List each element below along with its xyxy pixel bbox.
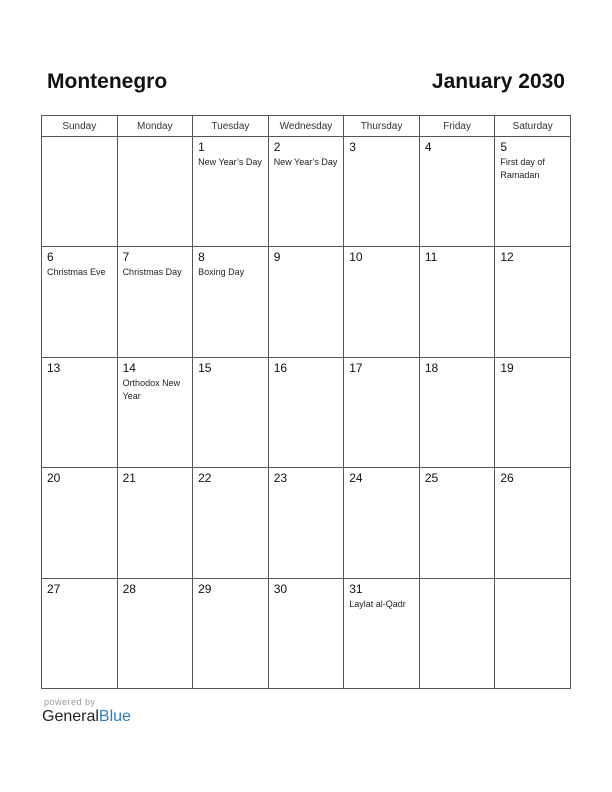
day-number: 22 [198, 471, 212, 486]
day-number: 20 [47, 471, 61, 486]
logo-blue-text: Blue [98, 708, 131, 725]
holiday-label [344, 264, 419, 266]
day-cell [268, 468, 344, 578]
day-number: 11 [424, 250, 438, 265]
holiday-label [420, 582, 495, 584]
calendar-grid [41, 115, 571, 689]
holiday-label: New Year’s Day [198, 157, 262, 167]
week-row [42, 247, 571, 357]
holiday-label [269, 596, 344, 598]
day-number: 1 [198, 140, 205, 154]
day-cell [268, 137, 344, 247]
day-number: 13 [47, 360, 61, 375]
weekday-header-row [42, 116, 571, 137]
day-cell [344, 578, 420, 688]
day-number: 21 [122, 471, 136, 486]
day-cell [344, 357, 420, 467]
week-row [42, 357, 571, 467]
day-cell [495, 468, 571, 578]
holiday-label: New Year’s Day [273, 157, 338, 167]
holiday-label [118, 596, 193, 598]
holiday-label [193, 485, 268, 487]
holiday-label [193, 375, 268, 377]
holiday-label [420, 264, 495, 266]
holiday-label: First day of Ramadan [500, 157, 545, 180]
holiday-label [344, 485, 419, 487]
generalblue-logo[interactable] [42, 708, 131, 726]
week-row [42, 578, 571, 688]
day-cell [495, 247, 571, 357]
day-cell [419, 357, 495, 467]
day-number: 9 [273, 250, 281, 265]
day-cell [42, 468, 118, 578]
weekday-thursday: Thursday [344, 116, 420, 137]
day-cell [268, 578, 344, 688]
holiday-label [42, 485, 117, 487]
day-cell [193, 247, 269, 357]
day-cell [344, 247, 420, 357]
day-number: 16 [273, 360, 288, 375]
week-row [42, 137, 571, 247]
day-number: 24 [349, 471, 363, 486]
day-number: 10 [349, 250, 363, 265]
holiday-label: Christmas Eve [47, 267, 106, 278]
day-number: 18 [424, 360, 439, 375]
day-number: 15 [198, 360, 212, 375]
day-cell [419, 578, 495, 688]
holiday-label [344, 375, 419, 377]
day-cell [117, 357, 193, 467]
day-cell [495, 357, 571, 467]
day-number: 31 [349, 581, 363, 596]
day-number: 23 [273, 471, 288, 486]
day-number: 17 [349, 360, 363, 375]
day-cell [117, 578, 193, 688]
day-cell [193, 137, 269, 247]
holiday-label: Orthodox New Year [122, 377, 181, 401]
day-number: 26 [500, 471, 514, 486]
holiday-label [420, 154, 495, 156]
day-cell [117, 468, 193, 578]
day-number: 27 [47, 581, 61, 596]
day-cell [344, 468, 420, 578]
day-cell [495, 578, 571, 688]
day-cell [419, 247, 495, 357]
day-number: 30 [273, 581, 288, 596]
holiday-label [495, 375, 570, 377]
day-number: 29 [198, 581, 212, 596]
day-number: 4 [424, 140, 432, 154]
powered-by-label: powered by [44, 697, 96, 707]
day-cell [268, 357, 344, 467]
day-cell [344, 137, 420, 247]
day-number: 2 [273, 140, 281, 154]
week-row [42, 468, 571, 578]
holiday-label [495, 485, 570, 487]
day-number: 6 [47, 250, 54, 265]
weekday-friday: Friday [419, 116, 495, 137]
day-number: 12 [500, 250, 514, 265]
weekday-tuesday: Tuesday [193, 116, 269, 137]
holiday-label: Laylat al-Qadr [349, 598, 406, 609]
day-number: 14 [122, 360, 136, 375]
day-cell [42, 357, 118, 467]
holiday-label [42, 596, 117, 598]
day-cell [495, 137, 571, 247]
day-cell [117, 137, 193, 247]
day-cell [117, 247, 193, 357]
month-year-title: January 2030 [431, 70, 565, 93]
weekday-wednesday: Wednesday [268, 116, 344, 137]
holiday-label [118, 140, 193, 142]
holiday-label: Boxing Day [198, 267, 245, 278]
weekday-sunday: Sunday [42, 116, 118, 137]
day-number: 3 [349, 140, 356, 154]
day-number: 7 [122, 250, 130, 265]
day-cell [419, 137, 495, 247]
day-cell [193, 578, 269, 688]
day-number: 28 [122, 581, 136, 596]
day-cell [419, 468, 495, 578]
day-number: 8 [198, 250, 205, 265]
day-cell [42, 137, 118, 247]
day-number: 5 [500, 140, 508, 154]
weekday-saturday: Saturday [495, 116, 571, 137]
day-cell [268, 247, 344, 357]
holiday-label [269, 264, 344, 266]
day-cell [42, 578, 118, 688]
holiday-label [42, 140, 117, 142]
logo-general-text: General [42, 708, 99, 725]
day-number: 25 [424, 471, 439, 486]
holiday-label [344, 154, 419, 156]
day-cell [193, 468, 269, 578]
holiday-label [118, 485, 193, 487]
holiday-label [420, 485, 495, 487]
holiday-label [269, 375, 344, 377]
holiday-label [420, 375, 495, 377]
weekday-monday: Monday [117, 116, 193, 137]
holiday-label [495, 264, 570, 266]
holiday-label [42, 375, 117, 377]
day-number: 19 [500, 360, 514, 375]
holiday-label [495, 582, 570, 584]
holiday-label: Christmas Day [122, 267, 182, 278]
country-title: Montenegro [47, 70, 168, 93]
holiday-label [269, 485, 344, 487]
day-cell [193, 357, 269, 467]
holiday-label [193, 596, 268, 598]
day-cell [42, 247, 118, 357]
